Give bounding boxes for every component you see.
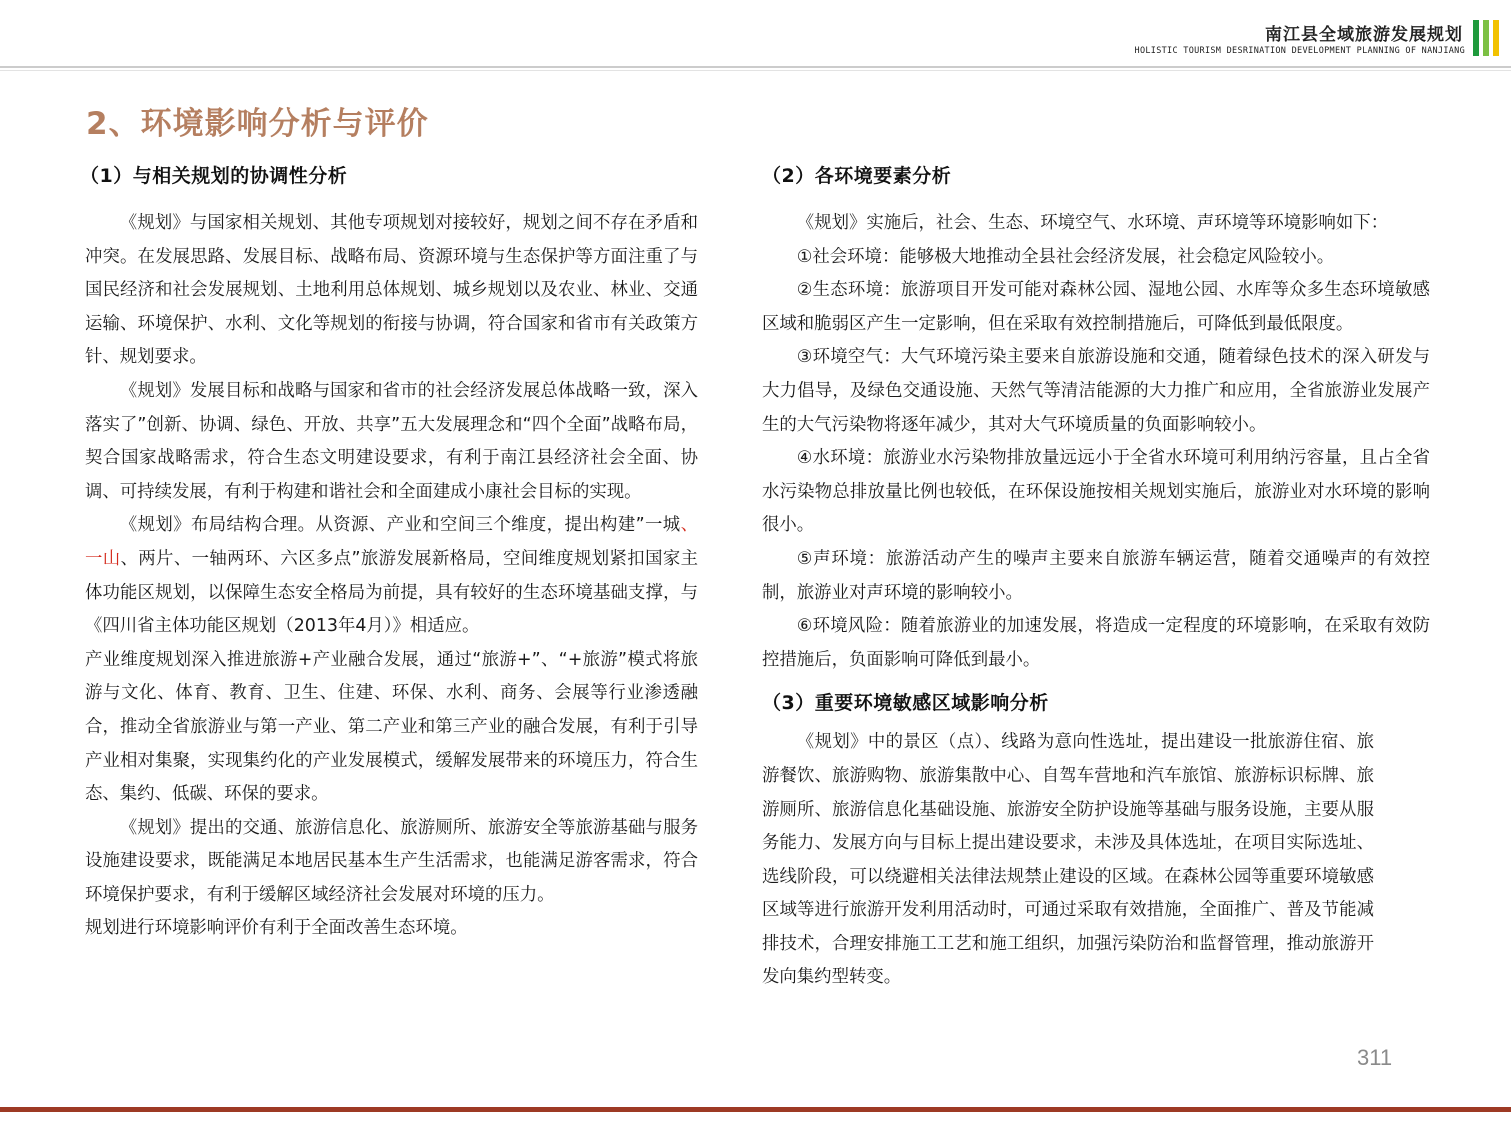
document-header-title: 南江县全域旅游发展规划 xyxy=(1265,25,1463,45)
paragraph: 《规划》中的景区（点）、线路为意向性选址，提出建设一批旅游住宿、旅游餐饮、旅游购物、旅游集散中心、自驾车营地和汽车旅馆、旅游标识标牌、旅游厕所、旅游信息化基础设施、旅游安全防护设施等基础与服务设施，主要从服务能力、发展方向与目标上提出建设要求，未涉及具体选址，在项目实际选址、选线阶段，可以绕避相关法律法规禁止建设的区域。在森林公园等重要环境敏感区域等进行旅游开发利用活动时，可通过采取有效措施，全面推广、普及节能减排技术，合理安排施工工艺和施工组织，加强污染防治和监督管理，推动旅游开发向集约型转变。 xyxy=(762,732,1374,988)
brand-stripes-logo xyxy=(1473,20,1501,56)
highlighted-text: 、一山 xyxy=(85,515,698,569)
list-item: ⑤声环境：旅游活动产生的噪声主要来自旅游车辆运营，随着交通噪声的有效控制，旅游业对声环境的影响较小。 xyxy=(762,548,1430,603)
list-item: ⑥环境风险：随着旅游业的加速发展，将造成一定程度的环境影响，在采取有效防控措施后，负面影响可降低到最小。 xyxy=(762,616,1430,670)
list-item: ③环境空气：大气环境污染主要来自旅游设施和交通，随着绿色技术的深入研发与大力倡导，及绿色交通设施、天然气等清洁能源的大力推广和应用，全省旅游业发展产生的大气污染物将逐年减少，其对大气环境质量的负面影响较小。 xyxy=(762,347,1430,435)
brand-stripe-yellow xyxy=(1493,20,1499,56)
paragraph: 《规划》发展目标和战略与国家和省市的社会经济发展总体战略一致，深入落实了”创新、协调、绿色、开放、共享”五大发展理念和“四个全面”战略布局，契合国家战略需求，符合生态文明建设要求，有利于南江县经济社会全面、协调、可持续发展，有利于构建和谐社会和全面建成小康社会目标的实现。 xyxy=(85,380,698,502)
section-title: 2、环境影响分析与评价 xyxy=(86,106,429,142)
paragraph: 产业维度规划深入推进旅游+产业融合发展，通过“旅游+”、“+旅游”模式将旅游与文化、体育、教育、卫生、住建、环保、水利、商务、会展等行业渗透融合，推动全省旅游业与第一产业、第二产业和第三产业的融合发展，有利于引导产业相对集聚，实现集约化的产业发展模式，缓解发展带来的环境压力，符合生态、集约、低碳、环保的要求。 xyxy=(85,649,698,805)
paragraph: 《规划》实施后，社会、生态、环境空气、水环境、声环境等环境影响如下： xyxy=(796,213,1389,233)
right-column xyxy=(762,160,1430,995)
text-run: 、两片、一轴两环、六区多点”旅游发展新格局，空间维度规划紧扣国家主体功能区规划，以保障生态安全格局为前提，具有较好的生态环境基础支撑，与《四川省主体功能区规划（2013年4月）》相适应。 xyxy=(85,548,698,637)
document-header-subtitle: HOLISTIC TOURISM DESRINATION DEVELOPMENT PLANNING OF NANJIANG xyxy=(1134,46,1465,56)
paragraph-layout xyxy=(85,509,698,643)
right-body-elements xyxy=(762,207,1430,677)
header-divider xyxy=(0,66,1511,68)
subsection-heading-coordination: （1）与相关规划的协调性分析 xyxy=(80,165,348,187)
list-item: ④水环境：旅游业水污染物排放量远远小于全省水环境可利用纳污容量，且占全省水污染物总排放量比例也较低，在环保设施按相关规划实施后，旅游业对水环境的影响很小。 xyxy=(762,448,1430,536)
left-body xyxy=(80,207,698,946)
paragraph: 规划进行环境影响评价有利于全面改善生态环境。 xyxy=(85,918,468,939)
left-column xyxy=(80,160,698,946)
subsection-heading-sensitive-areas: （3）重要环境敏感区域影响分析 xyxy=(762,692,1049,715)
subsection-heading-elements: （2）各环境要素分析 xyxy=(762,165,952,187)
list-item: ①社会环境：能够极大地推动全县社会经济发展，社会稳定风险较小。 xyxy=(796,246,1335,267)
page-number: 311 xyxy=(1357,1045,1393,1070)
text-run: 《规划》布局结构合理。从资源、产业和空间三个维度，提出构建”一城 xyxy=(119,515,681,536)
paragraph: 《规划》提出的交通、旅游信息化、旅游厕所、旅游安全等旅游基础与服务设施建设要求，既能满足本地居民基本生产生活需求，也能满足游客需求，符合环境保护要求，有利于缓解区域经济社会发展对环境的压力。 xyxy=(85,817,698,905)
paragraph: 《规划》与国家相关规划、其他专项规划对接较好，规划之间不存在矛盾和冲突。在发展思路、发展目标、战略布局、资源环境与生态保护等方面注重了与国民经济和社会发展规划、土地利用总体规划、城乡规划以及农业、林业、交通运输、环境保护、水利、文化等规划的衔接与协调，符合国家和省市有关政策方针、规划要求。 xyxy=(85,213,698,368)
brand-stripe-green xyxy=(1473,20,1479,56)
brand-stripe-lightgreen xyxy=(1483,20,1489,56)
list-item: ②生态环境：旅游项目开发可能对森林公园、湿地公园、水库等众多生态环境敏感区域和脆弱区产生一定影响，但在采取有效控制措施后，可降低到最低限度。 xyxy=(762,280,1430,334)
right-body-sensitive xyxy=(762,726,1374,995)
footer-divider xyxy=(0,1107,1511,1112)
header-divider-thin xyxy=(0,70,1511,71)
